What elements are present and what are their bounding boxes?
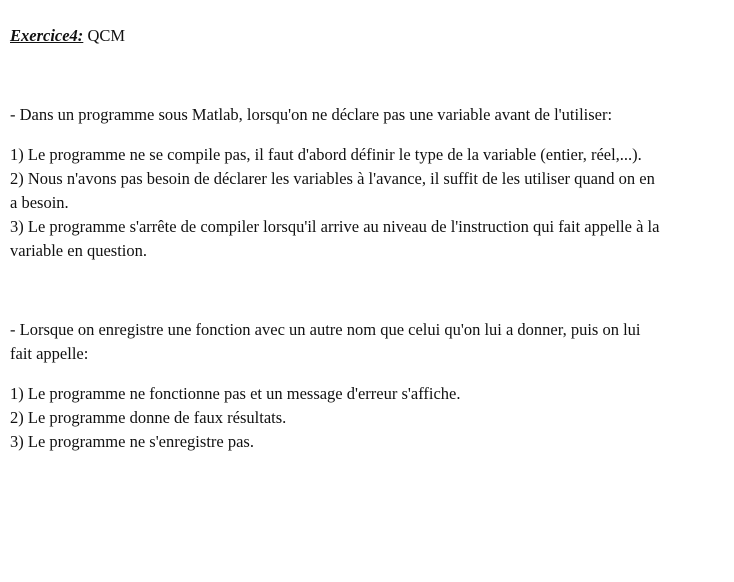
- exercise-page: [10, 24, 660, 454]
- exercise-label: Exercice4:: [10, 26, 84, 45]
- question-1: [10, 103, 660, 263]
- exercise-type: QCM: [83, 26, 126, 45]
- question-1-prompt: - Dans un programme sous Matlab, lorsqu'on ne déclare pas une variable avant de l'utiliser:: [10, 105, 613, 124]
- question-2-option-3: 3) Le programme ne s'enregistre pas.: [10, 432, 254, 451]
- question-1-option-2: 2) Nous n'avons pas besoin de déclarer les variables à l'avance, il suffit de les utiliser quand on en a besoin.: [10, 169, 655, 212]
- exercise-title: [10, 24, 660, 48]
- question-2-prompt: - Lorsque on enregistre une fonction avec un autre nom que celui qu'on lui a donner, puis on lui fait appelle:: [10, 320, 641, 363]
- question-1-option-1: 1) Le programme ne se compile pas, il faut d'abord définir le type de la variable (entier, réel,...).: [10, 145, 642, 164]
- question-1-option-3: 3) Le programme s'arrête de compiler lorsqu'il arrive au niveau de l'instruction qui fait appelle à la variable en question.: [10, 217, 660, 260]
- question-2: [10, 318, 660, 454]
- question-2-option-1: 1) Le programme ne fonctionne pas et un message d'erreur s'affiche.: [10, 384, 461, 403]
- question-2-option-2: 2) Le programme donne de faux résultats.: [10, 408, 287, 427]
